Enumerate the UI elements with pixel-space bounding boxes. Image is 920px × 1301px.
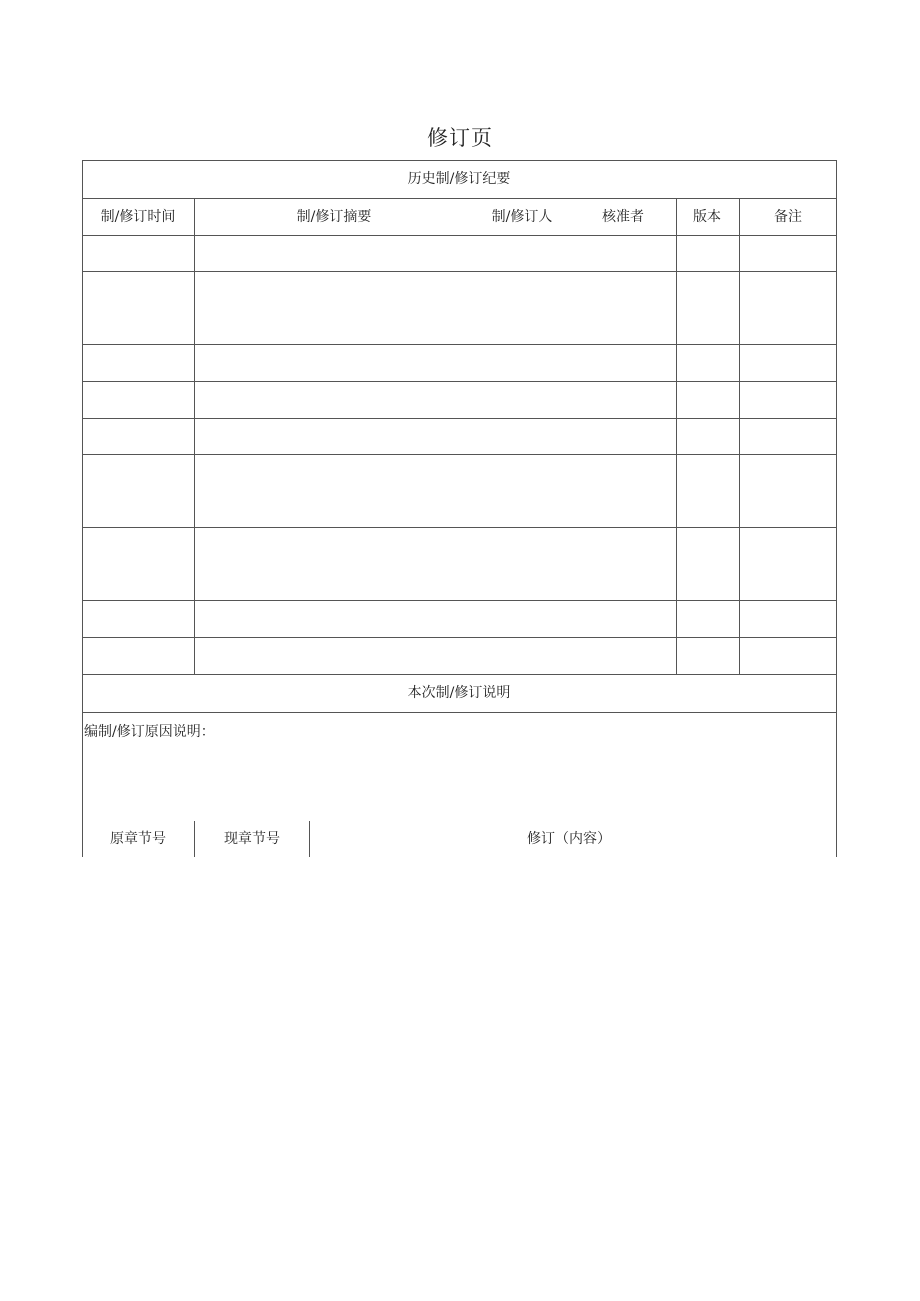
col-divider-current: [309, 821, 310, 857]
page-title: 修订页: [427, 126, 493, 150]
header-revision-content: 修订（内容）: [527, 831, 611, 847]
header-approver: 核准者: [602, 209, 644, 225]
header-current-section: 现章节号: [224, 831, 280, 847]
rule-row: [82, 637, 837, 638]
rule-section-header: [82, 198, 837, 199]
header-remark: 备注: [774, 209, 802, 225]
rule-row: [82, 454, 837, 455]
rule-current-header: [82, 712, 837, 713]
border-right: [836, 160, 837, 857]
header-time: 制/修订时间: [100, 209, 176, 225]
header-original-section: 原章节号: [110, 831, 166, 847]
col-divider-time: [194, 198, 195, 674]
header-version: 版本: [693, 209, 721, 225]
revision-form: [82, 160, 837, 857]
rule-row: [82, 381, 837, 382]
rule-row: [82, 271, 837, 272]
current-section-title: 本次制/修订说明: [407, 685, 511, 701]
reason-label: 编制/修订原因说明：: [84, 724, 215, 740]
rule-row: [82, 600, 837, 601]
header-summary: 制/修订摘要: [296, 209, 372, 225]
rule-table-bottom: [82, 674, 837, 675]
col-divider-original: [194, 821, 195, 857]
col-divider-summary: [676, 198, 677, 674]
rule-row: [82, 344, 837, 345]
border-left: [82, 160, 83, 857]
header-editor: 制/修订人: [491, 209, 553, 225]
col-divider-version: [739, 198, 740, 674]
rule-column-header: [82, 235, 837, 236]
rule-top: [82, 160, 837, 161]
rule-row: [82, 418, 837, 419]
history-section-title: 历史制/修订纪要: [407, 171, 511, 187]
rule-row: [82, 527, 837, 528]
